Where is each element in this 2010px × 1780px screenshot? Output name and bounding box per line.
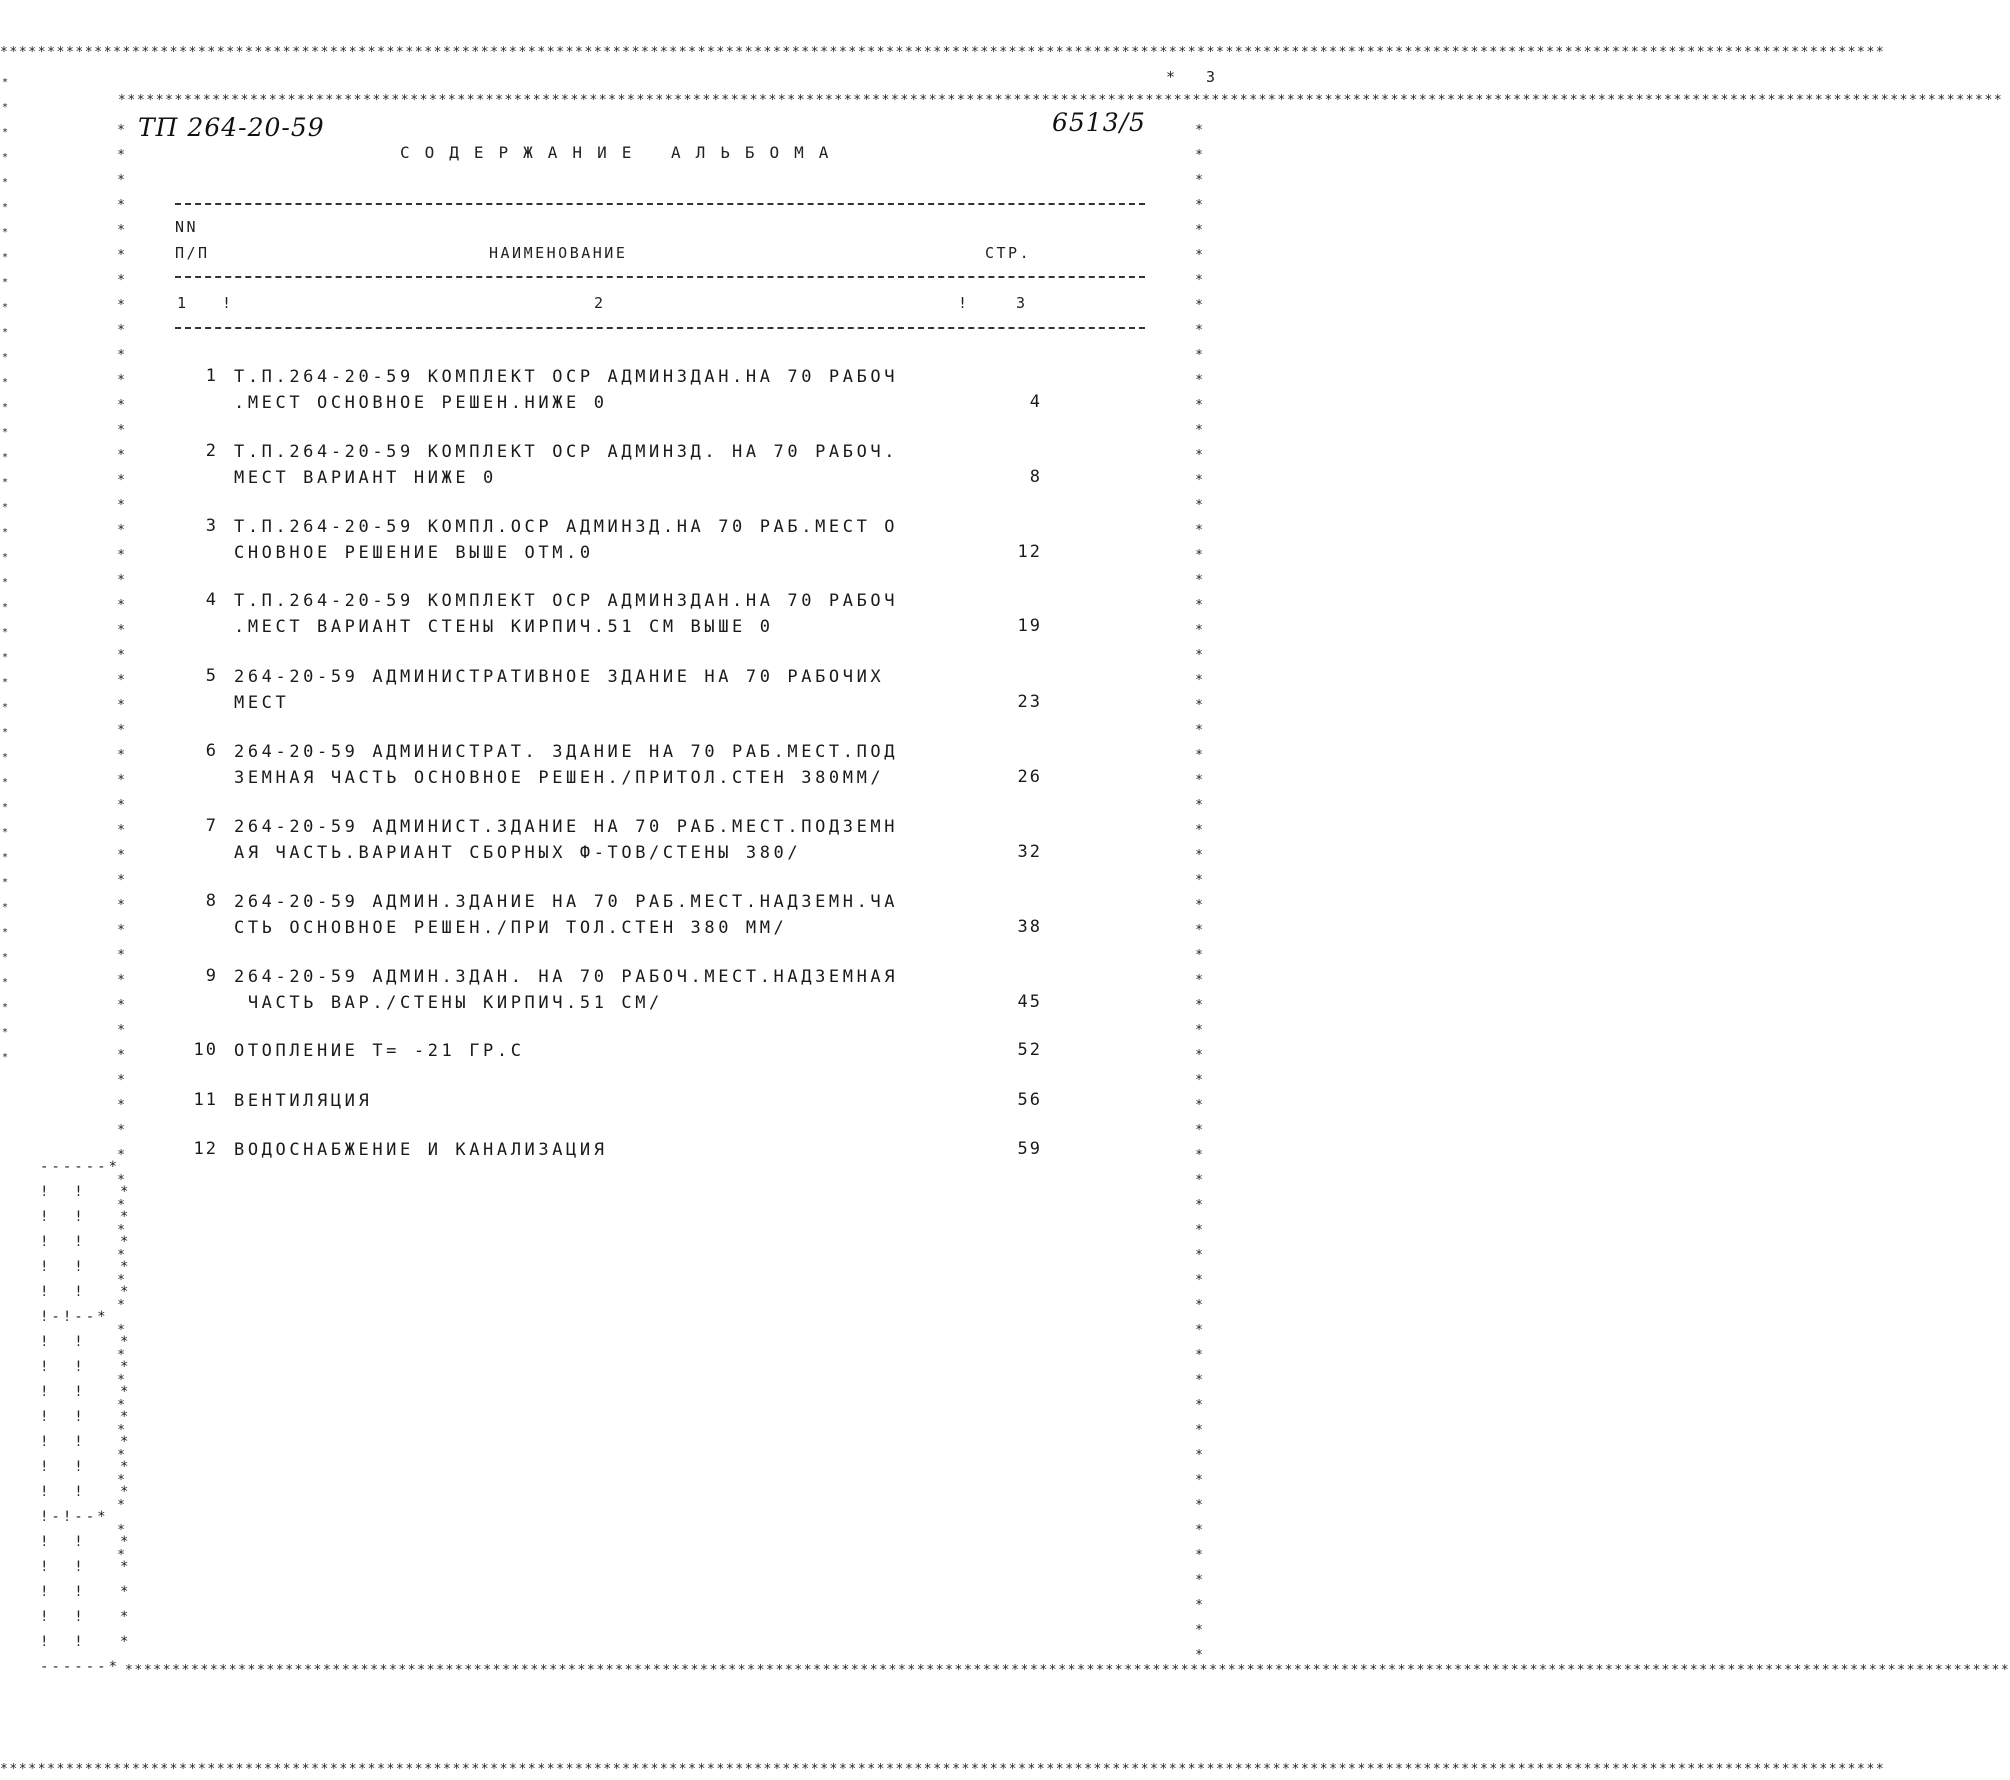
- row-page: 12: [1017, 542, 1042, 562]
- bottom-star-border: ********************************************************************************************************************************************************************************************************: [0, 1762, 1886, 1777]
- col-index-1: 1: [177, 294, 189, 312]
- col-index-3: 3: [1016, 294, 1028, 312]
- header-top-rule: [175, 203, 1145, 205]
- row-number: 6: [205, 741, 218, 761]
- row-title: 264-20-59 АДМИН.ЗДАН. НА 70 РАБОЧ.МЕСТ.НАДЗЕМНАЯ ЧАСТЬ ВАР./СТЕНЫ КИРПИЧ.51 СМ/: [234, 967, 899, 1013]
- row-title: ОТОПЛЕНИЕ Т= -21 ГР.С: [234, 1041, 525, 1061]
- col-index-sep-2: !: [958, 294, 970, 312]
- top-star-border: ********************************************************************************************************************************************************************************************************: [0, 45, 1886, 60]
- row-number: 2: [205, 441, 218, 461]
- row-page: 38: [1017, 917, 1042, 937]
- row-title: ВЕНТИЛЯЦИЯ: [234, 1091, 373, 1111]
- row-number: 11: [193, 1090, 218, 1110]
- project-code: ТП 264-20-59: [138, 113, 325, 142]
- row-title: 264-20-59 АДМИН.ЗДАНИЕ НА 70 РАБ.МЕСТ.НАДЗЕМН.ЧА СТЬ ОСНОВНОЕ РЕШЕН./ПРИ ТОЛ.СТЕН 380 ММ/: [234, 892, 899, 938]
- row-number: 4: [205, 590, 218, 610]
- row-title: Т.П.264-20-59 КОМПЛЕКТ ОСР АДМИНЗД. НА 70 РАБОЧ. МЕСТ ВАРИАНТ НИЖЕ 0: [234, 442, 899, 488]
- left-stamp-column: ------* ! ! * ! ! * ! ! * ! ! * ! ! * !-!--* ! ! * ! ! * ! ! * ! ! * ! ! * ! ! * ! ! * !-!--* ! ! * ! ! * ! ! * ! ! * ! ! * ------*: [40, 1159, 132, 1675]
- col-name-header: НАИМЕНОВАНИЕ: [489, 244, 628, 262]
- header-mid-rule: [175, 276, 1145, 278]
- col-page-header: СТР.: [985, 244, 1032, 262]
- col-index-2: 2: [594, 294, 606, 312]
- outer-left-star-column: * * * * * * * * * * * * * * * * * * * * * * * * * * * * * * * * * * * * * * * *: [1, 77, 9, 1063]
- corner-star: *: [1166, 68, 1178, 86]
- row-page: 59: [1017, 1139, 1042, 1159]
- right-star-column: * * * * * * * * * * * * * * * * * * * * * * * * * * * * * * * * * * * * * * * * * * * * * * * * * * * * * * * * * * * * * *: [1195, 123, 1203, 1663]
- row-title: Т.П.264-20-59 КОМПЛЕКТ ОСР АДМИНЗДАН.НА 70 РАБОЧ .МЕСТ ОСНОВНОЕ РЕШЕН.НИЖЕ 0: [234, 367, 899, 413]
- inner-top-star-border: ********************************************************************************************************************************************************************************************************: [118, 93, 2004, 108]
- row-page: 26: [1017, 767, 1042, 787]
- col-num-header-line1: NN: [175, 218, 199, 236]
- row-page: 19: [1017, 616, 1042, 636]
- row-number: 8: [205, 891, 218, 911]
- page-title: СОДЕРЖАНИЕ АЛЬБОМА: [400, 143, 844, 162]
- row-page: 45: [1017, 992, 1042, 1012]
- row-title: Т.П.264-20-59 КОМПЛЕКТ ОСР АДМИНЗДАН.НА 70 РАБОЧ .МЕСТ ВАРИАНТ СТЕНЫ КИРПИЧ.51 СМ ВЫШЕ 0: [234, 591, 899, 637]
- col-index-sep-1: !: [222, 294, 234, 312]
- row-number: 3: [205, 516, 218, 536]
- row-page: 23: [1017, 692, 1042, 712]
- row-title: 264-20-59 АДМИНИСТРАТИВНОЕ ЗДАНИЕ НА 70 РАБОЧИХ МЕСТ: [234, 667, 885, 713]
- row-number: 5: [205, 666, 218, 686]
- row-page: 52: [1017, 1040, 1042, 1060]
- corner-page-number: 3: [1206, 68, 1218, 86]
- row-page: 8: [1029, 467, 1042, 487]
- bottom-inner-star-border: ********************************************************************************************************************************************************************************************************: [125, 1663, 2010, 1678]
- row-title: 264-20-59 АДМИНИСТ.ЗДАНИЕ НА 70 РАБ.МЕСТ.ПОДЗЕМН АЯ ЧАСТЬ.ВАРИАНТ СБОРНЫХ Ф-ТОВ/СТЕНЫ 380/: [234, 817, 899, 863]
- row-number: 10: [193, 1040, 218, 1060]
- row-number: 7: [205, 816, 218, 836]
- row-page: 32: [1017, 842, 1042, 862]
- header-bottom-rule: [175, 327, 1145, 329]
- row-number: 1: [205, 366, 218, 386]
- left-star-column: * * * * * * * * * * * * * * * * * * * * * * * * * * * * * * * * * * * * * * * * * * * * * * * * * * * * * * * * * *: [117, 123, 125, 1563]
- col-num-header-line2: П/П: [175, 244, 210, 262]
- row-page: 56: [1017, 1090, 1042, 1110]
- sheet-code: 6513/5: [1052, 108, 1146, 137]
- row-title: 264-20-59 АДМИНИСТРАТ. ЗДАНИЕ НА 70 РАБ.МЕСТ.ПОД ЗЕМНАЯ ЧАСТЬ ОСНОВНОЕ РЕШЕН./ПРИТОЛ.СТЕН 380ММ/: [234, 742, 899, 788]
- row-title: Т.П.264-20-59 КОМПЛ.ОСР АДМИНЗД.НА 70 РАБ.МЕСТ О СНОВНОЕ РЕШЕНИЕ ВЫШЕ ОТМ.0: [234, 517, 899, 563]
- row-title: ВОДОСНАБЖЕНИЕ И КАНАЛИЗАЦИЯ: [234, 1140, 608, 1160]
- row-number: 12: [193, 1139, 218, 1159]
- row-page: 4: [1029, 392, 1042, 412]
- row-number: 9: [205, 966, 218, 986]
